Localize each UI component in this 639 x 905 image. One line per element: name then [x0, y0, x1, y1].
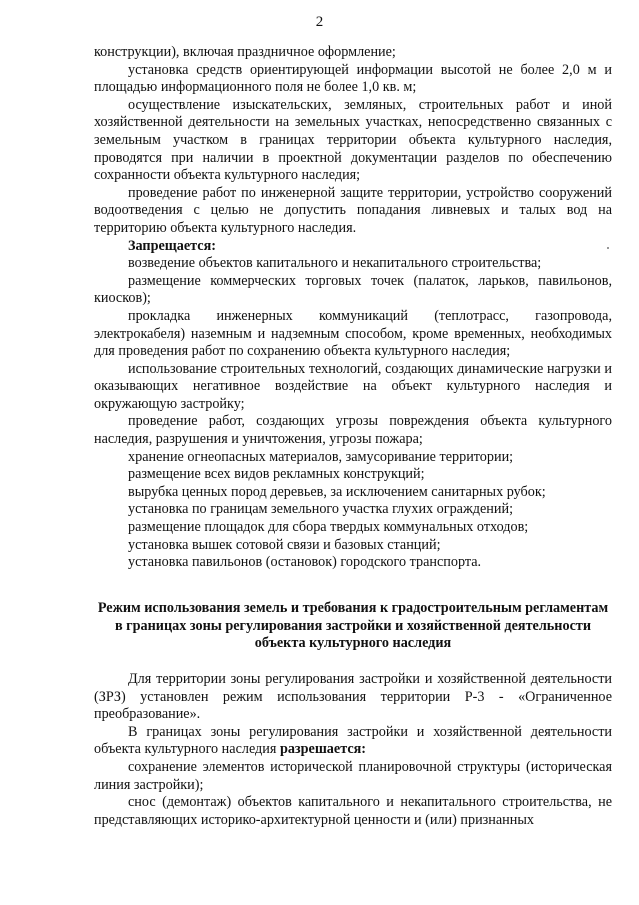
paragraph: возведение объектов капитального и некапитального строительства;	[128, 255, 542, 272]
paragraph: установка вышек сотовой связи и базовых станций;	[128, 536, 441, 553]
scan-speck	[607, 247, 609, 249]
paragraph: установка павильонов (остановок) городского транспорта.	[128, 554, 482, 571]
paragraph-lead: В границах зоны регулирования застройки и хозяйственной деятельности объекта культурного наследия	[94, 723, 612, 758]
permitted-label: разрешается:	[279, 741, 367, 758]
paragraph: проведение работ, создающих угрозы повреждения объекта культурного наследия, разрушения и уничтожения, угрозы пожара;	[94, 413, 612, 448]
paragraph: сохранение элементов исторической планировочной структуры (историческая линия застройки);	[94, 758, 612, 793]
paragraph: размещение площадок для сбора твердых коммунальных отходов;	[128, 519, 529, 536]
paragraph: конструкции), включая праздничное оформление;	[94, 44, 396, 60]
page-number: 2	[315, 14, 324, 30]
paragraph: прокладка инженерных коммуникаций (теплотрасс, газопровода, электрокабеля) наземным и надземным способом, кроме временных, необходимых для проведения работ по сохранению объекта культурного наследия;	[94, 307, 612, 360]
paragraph	[94, 724, 612, 759]
paragraph: хранение огнеопасных материалов, замусоривание территории;	[128, 448, 514, 465]
paragraph: размещение коммерческих торговых точек (палаток, ларьков, павильонов, киосков);	[94, 272, 612, 307]
section-heading: Режим использования земель и требования к градостроительным регламентам в границах зоны регулирования застройки и хозяйственной деятельности объекта культурного наследия	[97, 600, 609, 652]
regime-list	[94, 44, 612, 572]
paragraph: установка по границам земельного участка глухих ограждений;	[128, 501, 514, 518]
paragraph: проведение работ по инженерной защите территории, устройство сооружений водоотведения с целью не допустить попадания ливневых и талых вод на территорию объекта культурного наследия.	[94, 184, 612, 236]
paragraph: использование строительных технологий, создающих динамические нагрузки и оказывающих негативное воздействие на объект культурного наследия и окружающую застройку;	[94, 360, 612, 412]
zone-regime-text	[94, 671, 612, 829]
paragraph: установка средств ориентирующей информации высотой не более 2,0 м и площадью информационного поля не более 1,0 кв. м;	[94, 61, 612, 96]
paragraph: размещение всех видов рекламных конструкций;	[128, 466, 425, 483]
paragraph: снос (демонтаж) объектов капитального и некапитального строительства, не представляющих историко-архитектурной ценности и (или) признанных	[94, 794, 612, 828]
paragraph: Для территории зоны регулирования застройки и хозяйственной деятельности (ЗРЗ) установлен режим использования территории Р-3 - «Ограниченное преобразование».	[94, 671, 612, 723]
paragraph: вырубка ценных пород деревьев, за исключением санитарных рубок;	[128, 483, 546, 500]
paragraph: осуществление изыскательских, земляных, строительных работ и иной хозяйственной деятельности на земельных участках, непосредственно связанных с земельным участком в границах территории объекта культурного наследия, проводятся при наличии в проектной документации разделов по обеспечению сохранности объекта культурного наследия;	[94, 96, 612, 184]
prohibited-heading: Запрещается:	[128, 237, 216, 254]
